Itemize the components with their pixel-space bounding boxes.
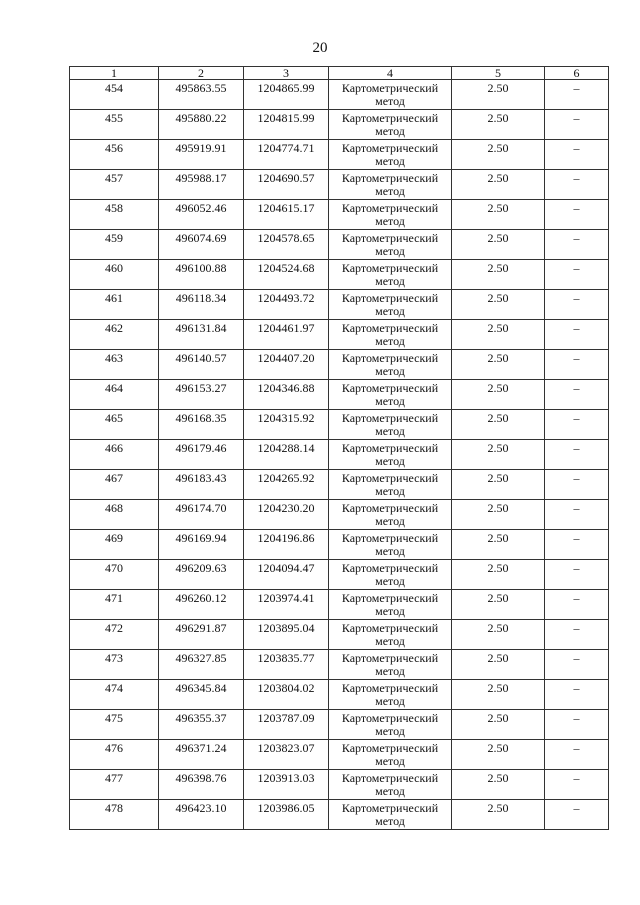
x-coordinate-cell: 496118.34 (159, 290, 244, 320)
point-number-cell: 461 (70, 290, 159, 320)
table-row (70, 440, 609, 470)
method-cell: Картометрический метод (329, 590, 452, 620)
point-number-cell: 474 (70, 680, 159, 710)
accuracy-cell: 2.50 (452, 380, 545, 410)
method-cell: Картометрический метод (329, 80, 452, 110)
x-coordinate-cell: 495863.55 (159, 80, 244, 110)
point-number-cell: 475 (70, 710, 159, 740)
page-number: 20 (312, 40, 328, 56)
y-coordinate-cell: 1204815.99 (244, 110, 329, 140)
x-coordinate-cell: 496100.88 (159, 260, 244, 290)
header-row (70, 67, 609, 80)
table-row (70, 410, 609, 440)
x-coordinate-cell: 496327.85 (159, 650, 244, 680)
column-header-5: 5 (452, 67, 545, 80)
accuracy-cell: 2.50 (452, 200, 545, 230)
note-cell: – (545, 140, 609, 170)
x-coordinate-cell: 496052.46 (159, 200, 244, 230)
accuracy-cell: 2.50 (452, 80, 545, 110)
coordinates-table (69, 66, 609, 830)
table-row (70, 350, 609, 380)
table-row (70, 590, 609, 620)
column-header-6: 6 (545, 67, 609, 80)
method-cell: Картометрический метод (329, 800, 452, 830)
method-cell: Картометрический метод (329, 290, 452, 320)
point-number-cell: 459 (70, 230, 159, 260)
y-coordinate-cell: 1204774.71 (244, 140, 329, 170)
table-row (70, 320, 609, 350)
accuracy-cell: 2.50 (452, 230, 545, 260)
method-cell: Картометрический метод (329, 680, 452, 710)
y-coordinate-cell: 1204493.72 (244, 290, 329, 320)
table-row (70, 620, 609, 650)
point-number-cell: 471 (70, 590, 159, 620)
method-cell: Картометрический метод (329, 770, 452, 800)
note-cell: – (545, 170, 609, 200)
x-coordinate-cell: 495919.91 (159, 140, 244, 170)
point-number-cell: 468 (70, 500, 159, 530)
table-row (70, 560, 609, 590)
note-cell: – (545, 590, 609, 620)
y-coordinate-cell: 1204690.57 (244, 170, 329, 200)
method-cell: Картометрический метод (329, 410, 452, 440)
point-number-cell: 460 (70, 260, 159, 290)
note-cell: – (545, 530, 609, 560)
point-number-cell: 458 (70, 200, 159, 230)
accuracy-cell: 2.50 (452, 590, 545, 620)
accuracy-cell: 2.50 (452, 470, 545, 500)
method-cell: Картометрический метод (329, 230, 452, 260)
y-coordinate-cell: 1203974.41 (244, 590, 329, 620)
method-cell: Картометрический метод (329, 620, 452, 650)
method-cell: Картометрический метод (329, 320, 452, 350)
y-coordinate-cell: 1204865.99 (244, 80, 329, 110)
note-cell: – (545, 410, 609, 440)
method-cell: Картометрический метод (329, 560, 452, 590)
point-number-cell: 469 (70, 530, 159, 560)
table-row (70, 530, 609, 560)
note-cell: – (545, 380, 609, 410)
method-cell: Картометрический метод (329, 350, 452, 380)
point-number-cell: 457 (70, 170, 159, 200)
note-cell: – (545, 620, 609, 650)
method-cell: Картометрический метод (329, 440, 452, 470)
table-row (70, 230, 609, 260)
x-coordinate-cell: 496174.70 (159, 500, 244, 530)
point-number-cell: 463 (70, 350, 159, 380)
point-number-cell: 470 (70, 560, 159, 590)
column-header-4: 4 (329, 67, 452, 80)
table-row (70, 680, 609, 710)
table-row (70, 380, 609, 410)
note-cell: – (545, 470, 609, 500)
x-coordinate-cell: 496169.94 (159, 530, 244, 560)
note-cell: – (545, 650, 609, 680)
method-cell: Картометрический метод (329, 740, 452, 770)
x-coordinate-cell: 496140.57 (159, 350, 244, 380)
accuracy-cell: 2.50 (452, 650, 545, 680)
note-cell: – (545, 680, 609, 710)
note-cell: – (545, 350, 609, 380)
note-cell: – (545, 230, 609, 260)
x-coordinate-cell: 496260.12 (159, 590, 244, 620)
note-cell: – (545, 200, 609, 230)
table-header (70, 67, 609, 80)
accuracy-cell: 2.50 (452, 800, 545, 830)
method-cell: Картометрический метод (329, 530, 452, 560)
column-header-2: 2 (159, 67, 244, 80)
y-coordinate-cell: 1203835.77 (244, 650, 329, 680)
y-coordinate-cell: 1204407.20 (244, 350, 329, 380)
accuracy-cell: 2.50 (452, 170, 545, 200)
x-coordinate-cell: 496355.37 (159, 710, 244, 740)
x-coordinate-cell: 496291.87 (159, 620, 244, 650)
note-cell: – (545, 800, 609, 830)
note-cell: – (545, 260, 609, 290)
method-cell: Картометрический метод (329, 200, 452, 230)
table-row (70, 260, 609, 290)
y-coordinate-cell: 1203895.04 (244, 620, 329, 650)
x-coordinate-cell: 496153.27 (159, 380, 244, 410)
point-number-cell: 466 (70, 440, 159, 470)
y-coordinate-cell: 1204578.65 (244, 230, 329, 260)
table-row (70, 110, 609, 140)
method-cell: Картометрический метод (329, 110, 452, 140)
column-header-3: 3 (244, 67, 329, 80)
table-row (70, 470, 609, 500)
method-cell: Картометрический метод (329, 170, 452, 200)
point-number-cell: 478 (70, 800, 159, 830)
note-cell: – (545, 80, 609, 110)
y-coordinate-cell: 1204230.20 (244, 500, 329, 530)
point-number-cell: 456 (70, 140, 159, 170)
accuracy-cell: 2.50 (452, 410, 545, 440)
accuracy-cell: 2.50 (452, 740, 545, 770)
point-number-cell: 455 (70, 110, 159, 140)
note-cell: – (545, 110, 609, 140)
table-row (70, 200, 609, 230)
note-cell: – (545, 710, 609, 740)
method-cell: Картометрический метод (329, 650, 452, 680)
accuracy-cell: 2.50 (452, 290, 545, 320)
x-coordinate-cell: 495880.22 (159, 110, 244, 140)
y-coordinate-cell: 1204615.17 (244, 200, 329, 230)
table-row (70, 140, 609, 170)
note-cell: – (545, 290, 609, 320)
y-coordinate-cell: 1204461.97 (244, 320, 329, 350)
accuracy-cell: 2.50 (452, 260, 545, 290)
y-coordinate-cell: 1204265.92 (244, 470, 329, 500)
point-number-cell: 473 (70, 650, 159, 680)
x-coordinate-cell: 496179.46 (159, 440, 244, 470)
y-coordinate-cell: 1203986.05 (244, 800, 329, 830)
table-row (70, 710, 609, 740)
note-cell: – (545, 560, 609, 590)
method-cell: Картометрический метод (329, 140, 452, 170)
y-coordinate-cell: 1204196.86 (244, 530, 329, 560)
accuracy-cell: 2.50 (452, 680, 545, 710)
method-cell: Картометрический метод (329, 470, 452, 500)
table-row (70, 800, 609, 830)
table-row (70, 170, 609, 200)
y-coordinate-cell: 1203823.07 (244, 740, 329, 770)
x-coordinate-cell: 496423.10 (159, 800, 244, 830)
x-coordinate-cell: 496398.76 (159, 770, 244, 800)
point-number-cell: 472 (70, 620, 159, 650)
method-cell: Картометрический метод (329, 710, 452, 740)
column-header-1: 1 (70, 67, 159, 80)
table-row (70, 290, 609, 320)
y-coordinate-cell: 1204288.14 (244, 440, 329, 470)
accuracy-cell: 2.50 (452, 530, 545, 560)
note-cell: – (545, 500, 609, 530)
point-number-cell: 476 (70, 740, 159, 770)
point-number-cell: 462 (70, 320, 159, 350)
y-coordinate-cell: 1204346.88 (244, 380, 329, 410)
note-cell: – (545, 320, 609, 350)
point-number-cell: 465 (70, 410, 159, 440)
y-coordinate-cell: 1204094.47 (244, 560, 329, 590)
x-coordinate-cell: 496209.63 (159, 560, 244, 590)
x-coordinate-cell: 496371.24 (159, 740, 244, 770)
y-coordinate-cell: 1204524.68 (244, 260, 329, 290)
x-coordinate-cell: 496345.84 (159, 680, 244, 710)
point-number-cell: 454 (70, 80, 159, 110)
x-coordinate-cell: 495988.17 (159, 170, 244, 200)
accuracy-cell: 2.50 (452, 350, 545, 380)
y-coordinate-cell: 1204315.92 (244, 410, 329, 440)
point-number-cell: 477 (70, 770, 159, 800)
x-coordinate-cell: 496074.69 (159, 230, 244, 260)
method-cell: Картометрический метод (329, 380, 452, 410)
accuracy-cell: 2.50 (452, 560, 545, 590)
table-row (70, 740, 609, 770)
x-coordinate-cell: 496131.84 (159, 320, 244, 350)
table-body (70, 80, 609, 830)
x-coordinate-cell: 496168.35 (159, 410, 244, 440)
y-coordinate-cell: 1203913.03 (244, 770, 329, 800)
accuracy-cell: 2.50 (452, 140, 545, 170)
accuracy-cell: 2.50 (452, 500, 545, 530)
x-coordinate-cell: 496183.43 (159, 470, 244, 500)
table-row (70, 80, 609, 110)
table-row (70, 500, 609, 530)
accuracy-cell: 2.50 (452, 440, 545, 470)
table-row (70, 650, 609, 680)
accuracy-cell: 2.50 (452, 710, 545, 740)
table-row (70, 770, 609, 800)
note-cell: – (545, 740, 609, 770)
y-coordinate-cell: 1203804.02 (244, 680, 329, 710)
method-cell: Картометрический метод (329, 500, 452, 530)
y-coordinate-cell: 1203787.09 (244, 710, 329, 740)
note-cell: – (545, 770, 609, 800)
accuracy-cell: 2.50 (452, 110, 545, 140)
accuracy-cell: 2.50 (452, 770, 545, 800)
point-number-cell: 467 (70, 470, 159, 500)
accuracy-cell: 2.50 (452, 320, 545, 350)
note-cell: – (545, 440, 609, 470)
accuracy-cell: 2.50 (452, 620, 545, 650)
method-cell: Картометрический метод (329, 260, 452, 290)
point-number-cell: 464 (70, 380, 159, 410)
